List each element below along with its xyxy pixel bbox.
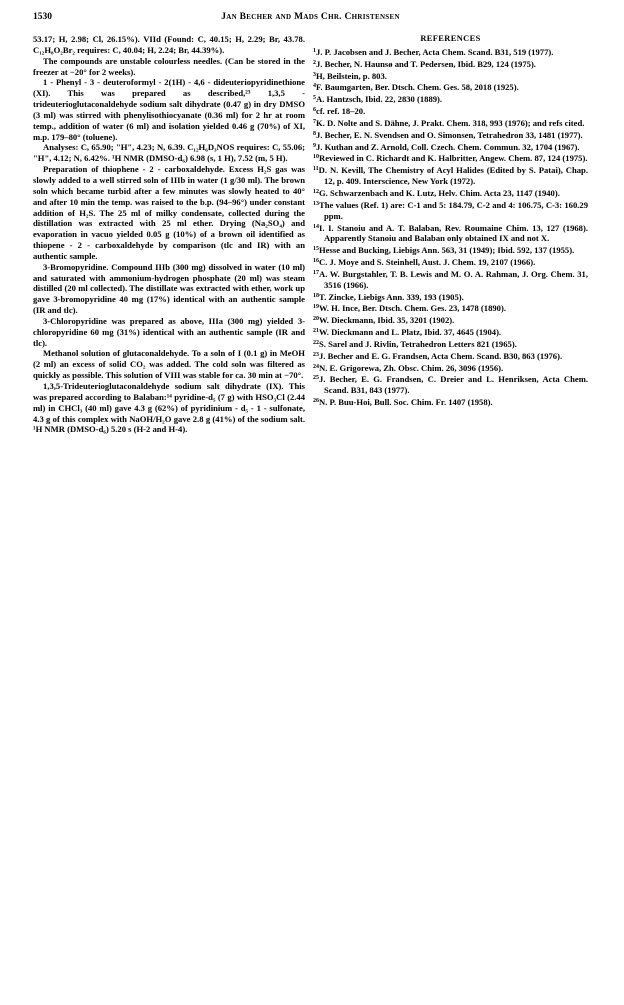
reference-number: 5 <box>313 95 316 102</box>
reference-text: H, Beilstein, p. 803. <box>316 70 387 81</box>
page-number: 1530 <box>33 12 52 22</box>
reference-item <box>313 244 588 256</box>
paragraph: 53.17; H, 2.98; Cl, 26.15%). VIId (Found: C, 40.15; H, 2.29; Br, 43.78. C₁₂H₈O₂Br₂ requires: C, 40.04; H, 2.24; Br, 44.39%). <box>33 34 305 55</box>
reference-number: 15 <box>313 246 319 253</box>
paragraph: 1 - Phenyl - 3 - deuteroformyl - 2(1H) - 4,6 - dideuteriopyridinethione (XI). This was prepared as described,²³ 1,3,5 - trideuterioglutaconaldehyde sodium salt dihydrate (0.47 g) in dry DMSO (3 ml) was stirred with phenylisothiocyanate (0.36 ml) for 2 hr at room temp., addition of water (6 ml) and isolation yielded 0.46 g (70%) of XI, m.p. 179–80° (toluene). <box>33 77 305 142</box>
reference-item <box>313 164 588 187</box>
reference-number: 22 <box>313 339 319 346</box>
paragraph: 3-Chloropyridine was prepared as above, IIIa (300 mg) yielded 3-chloropyridine 60 mg (31%) identical with an authentic sample (IR and tlc). <box>33 315 305 348</box>
reference-text: A. Hantzsch, Ibid. 22, 2830 (1889). <box>316 94 443 105</box>
reference-number: 11 <box>313 166 319 173</box>
reference-item <box>313 326 588 338</box>
reference-item <box>313 314 588 326</box>
paragraph: 1,3,5-Trideuterioglutaconaldehyde sodium salt dihydrate (IX). This was prepared according to Balaban:¹⁴ pyridine-d₅ (7 g) with HSO₃Cl (2.44 ml) in CHCl₃ (40 ml) gave 4.3 g (62%) of pyridinium - d₅ - 1 - sulfonate, 4.3 g of this complex with NaOH/H₂O gave 2.8 g (41%) of the sodium salt. ¹H NMR (DMSO-d₆) 5.20 s (H-2 and H-4). <box>33 381 305 435</box>
reference-text: W. Dieckmann and L. Platz, Ibid. 37, 4645 (1904). <box>319 327 502 338</box>
reference-item <box>313 58 588 70</box>
page-header <box>33 12 588 26</box>
reference-text: I. I. Stanoiu and A. T. Balaban, Rev. Roumaine Chim. 13, 127 (1968). Apparently Stanoiu and Balaban only obtained IX and not X. <box>319 222 588 244</box>
reference-number: 19 <box>313 304 319 311</box>
reference-text: F. Baumgarten, Ber. Dtsch. Chem. Ges. 58, 2018 (1925). <box>316 82 519 93</box>
reference-item <box>313 70 588 82</box>
reference-number: 4 <box>313 83 316 90</box>
reference-number: 1 <box>313 47 316 54</box>
reference-list <box>313 46 588 408</box>
reference-item <box>313 350 588 362</box>
paragraph: Methanol solution of glutaconaldehyde. To a soln of I (0.1 g) in MeOH (2 ml) an excess of solid CO₂ was added. The cold soln was filtered as quickly as possible. This solution of VIII was stable for ca. 30 min at −70°. <box>33 348 305 381</box>
reference-item <box>313 117 588 129</box>
reference-item <box>313 338 588 350</box>
reference-item <box>313 362 588 374</box>
reference-text: J. P. Jacobsen and J. Becher, Acta Chem. Scand. B31, 519 (1977). <box>316 46 554 57</box>
reference-text: N. P. Buu-Hoi, Bull. Soc. Chim. Fr. 1407 (1958). <box>319 397 493 408</box>
reference-text: J. Kuthan and Z. Arnold, Coll. Czech. Chem. Commun. 32, 1704 (1967). <box>316 141 580 152</box>
reference-text: T. Zincke, Liebigs Ann. 339, 193 (1905). <box>319 291 464 302</box>
running-title: Jan Becher and Mads Chr. Christensen <box>221 12 400 22</box>
reference-number: 20 <box>313 316 319 323</box>
reference-item <box>313 81 588 93</box>
paragraph: 3-Bromopyridine. Compound IIIb (300 mg) dissolved in water (10 ml) and saturated with ammonium-hydrogen phosphate (20 ml) was steam distilled (20 ml collected). The distillate was extracted with ether, work up gave 3-bromopyridine 40 mg (17%) identical with an authentic sample (IR and tlc). <box>33 261 305 316</box>
reference-item <box>313 268 588 291</box>
reference-item <box>313 46 588 58</box>
reference-text: D. N. Kevill, The Chemistry of Acyl Halides (Edited by S. Patai), Chap. 12, p. 409. Interscience, New York (1972). <box>318 165 588 187</box>
paragraph: The compounds are unstable colourless needles. (Can be stored in the freezer at −20° for 2 weeks). <box>33 55 305 77</box>
reference-text: W. H. Ince, Ber. Dtsch. Chem. Ges. 23, 1478 (1890). <box>319 303 506 314</box>
references-heading: REFERENCES <box>420 34 481 43</box>
reference-number: 7 <box>313 118 316 125</box>
reference-item <box>313 256 588 268</box>
reference-number: 12 <box>313 188 319 195</box>
references-column <box>313 34 588 408</box>
reference-text: S. Sarel and J. Rivlin, Tetrahedron Letters 821 (1965). <box>319 338 517 349</box>
reference-number: 24 <box>313 363 319 370</box>
reference-number: 18 <box>313 292 319 299</box>
reference-number: 6 <box>313 107 316 114</box>
reference-item <box>313 105 588 117</box>
reference-number: 9 <box>313 142 316 149</box>
reference-text: The values (Ref. 1) are: C-1 and 5: 184.79, C-2 and 4: 106.75, C-3: 160.29 ppm. <box>319 199 588 221</box>
reference-number: 17 <box>313 269 319 276</box>
paragraph: Analyses: C, 65.90; "H", 4.23; N, 6.39. C₁₂H₆D₃NOS requires: C, 55.06; "H", 4.12; N, 6.42%. ¹H NMR (DMSO-d₆) 6.98 (s, 1 H), 7.52 (m, 5 H). <box>33 142 305 164</box>
reference-number: 26 <box>313 398 319 405</box>
reference-item <box>313 187 588 199</box>
reference-item <box>313 373 588 396</box>
reference-text: K. D. Nolte and S. Dähne, J. Prakt. Chem. 318, 993 (1976); and refs cited. <box>316 117 585 128</box>
reference-text: W. Dieckmann, Ibid. 35, 3201 (1902). <box>319 315 455 326</box>
reference-item <box>313 396 588 408</box>
reference-number: 25 <box>313 375 319 382</box>
experimental-column <box>33 34 305 435</box>
reference-text: C. J. Moye and S. Steinhell, Aust. J. Chem. 19, 2107 (1966). <box>319 257 536 268</box>
reference-item <box>313 141 588 153</box>
reference-text: G. Schwarzenbach and K. Lutz, Helv. Chim. Acta 23, 1147 (1940). <box>319 187 560 198</box>
reference-item <box>313 222 588 245</box>
reference-text: Hesse and Bucking, Liebigs Ann. 563, 31 (1949); Ibid. 592, 137 (1955). <box>319 245 575 256</box>
reference-text: J. Becher, N. Haunsø and T. Pedersen, Ibid. B29, 124 (1975). <box>316 58 536 69</box>
reference-number: 3 <box>313 71 316 78</box>
reference-text: J. Becher and E. G. Frandsen, Acta Chem. Scand. B30, 863 (1976). <box>319 350 563 361</box>
reference-item <box>313 93 588 105</box>
reference-item <box>313 129 588 141</box>
reference-item <box>313 302 588 314</box>
reference-text: J. Becher, E. G. Frandsen, C. Dreier and L. Henriksen, Acta Chem. Scand. B31, 843 (1977). <box>319 374 588 396</box>
reference-item <box>313 152 588 164</box>
reference-number: 2 <box>313 59 316 66</box>
reference-text: A. W. Burgstahler, T. B. Lewis and M. O. A. Rahman, J. Org. Chem. 31, 3516 (1966). <box>319 268 588 290</box>
reference-number: 8 <box>313 130 316 137</box>
reference-number: 16 <box>313 258 319 265</box>
reference-text: N. E. Grigorewa, Zh. Obsc. Chim. 26, 3096 (1956). <box>319 362 504 373</box>
reference-number: 23 <box>313 351 319 358</box>
reference-text: J. Becher, E. N. Svendsen and O. Simonsen, Tetrahedron 33, 1481 (1977). <box>316 129 583 140</box>
reference-number: 21 <box>313 328 319 335</box>
reference-number: 10 <box>313 154 319 161</box>
reference-number: 14 <box>313 223 319 230</box>
reference-item <box>313 199 588 222</box>
reference-text: Reviewed in C. Richardt and K. Halbritter, Angew. Chem. 87, 124 (1975). <box>319 153 588 164</box>
reference-item <box>313 291 588 303</box>
paragraph: Preparation of thiophene - 2 - carboxaldehyde. Excess H₂S gas was slowly added to a well stirred soln of IIIb in water (1 g/30 ml). The brown soln which became turbid after a few minutes was slowly heated to 40° and after 10 min the temp. was raised to the b.p. (94–96°) under constant addition of H₂S. The 25 ml of milky condensate, collected during the distillation was extracted with 25 ml ether. Drying (Na₂SO₄) and evaporation in vacuo yielded 0.05 g (10%) of a brown oil identified as thiopene - 2 - carboxaldehyde by comparison (tlc and IR) with an authentic sample. <box>33 164 305 261</box>
reference-number: 13 <box>313 200 319 207</box>
reference-text: cf. ref. 18–20. <box>316 106 366 117</box>
